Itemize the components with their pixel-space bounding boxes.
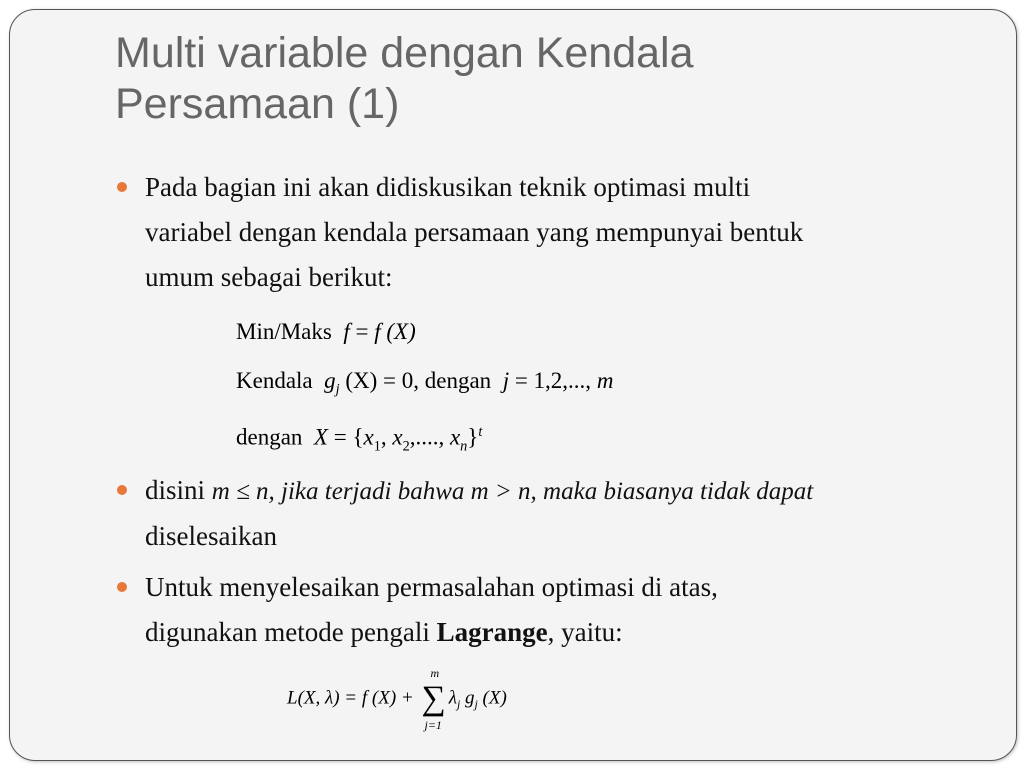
lagrange-end: (X)	[482, 687, 507, 709]
formula-f2: f	[374, 319, 381, 344]
formula-xn: x	[449, 424, 461, 450]
formula-range: = 1,2,...,	[514, 368, 592, 393]
bullet-dot-icon	[117, 182, 127, 192]
sum-top: m	[430, 666, 440, 680]
formula-close: }	[467, 424, 479, 450]
formula-g-sub: j	[335, 381, 340, 398]
bullet-2-line-2: diselesaikan	[145, 521, 277, 551]
formula-objective-label: Min/Maks	[236, 319, 332, 344]
formula-sup-t: t	[478, 424, 483, 440]
formula-eq: =	[349, 319, 375, 344]
formula-constraint-label: Kendala	[236, 368, 313, 393]
formula-constraint-rest: (X) = 0, dengan	[345, 368, 492, 393]
bullet-3-line-2	[145, 610, 967, 655]
formula-m: m	[596, 368, 614, 393]
formula-x2: x	[392, 424, 403, 450]
summation-icon: ∑ m j=1	[421, 666, 446, 732]
bullet-3-bold: Lagrange	[436, 617, 548, 647]
lagrange-lhs: L(X, λ) = f (X) +	[287, 687, 414, 709]
bullet-1-line-2: variabel dengan kendala persamaan yang mempunyai bentuk	[145, 217, 804, 247]
formula-f: f	[343, 319, 350, 344]
formula-vector-eq: = {	[333, 424, 364, 450]
bullet-dot-icon	[117, 582, 127, 592]
lagrange-lambda: λ	[448, 687, 457, 709]
formula-j: j	[502, 368, 510, 393]
bullet-1-line-1: Pada bagian ini akan didiskusikan teknik optimasi multi	[145, 172, 751, 202]
bullet-2-line-1	[145, 468, 967, 514]
formula-sub-n: n	[460, 438, 468, 455]
lagrange-formula	[287, 666, 507, 732]
bullet-dot-icon	[117, 485, 127, 495]
bullet-3	[117, 565, 967, 655]
lagrange-g: g	[465, 687, 475, 709]
bullet-1-line-3: umum sebagai berikut:	[145, 262, 393, 292]
formula-vector: dengan $X = \{x_1$, $x_2$,...., $x_n\}^t$	[236, 424, 483, 455]
formula-vector-label: dengan	[236, 424, 303, 450]
formula-vector-X: X	[313, 424, 328, 450]
formula-X: (X)	[386, 319, 416, 344]
title-line-1: Multi variable dengan Kendala	[115, 29, 694, 77]
formula-sub-1: 1	[373, 438, 381, 455]
g-sub: j	[474, 698, 478, 712]
bullet-2-prefix: disini	[145, 475, 206, 505]
slide-title	[115, 28, 975, 130]
formula-objective	[236, 319, 416, 345]
bullet-3-pre: digunakan metode pengali	[145, 617, 430, 647]
bullet-3-line-1: Untuk menyelesaikan permasalahan optimasi di atas,	[145, 572, 718, 602]
bullet-2	[117, 468, 967, 559]
formula-sub-2: 2	[402, 438, 410, 455]
title-line-2: Persamaan (1)	[115, 80, 400, 128]
bullet-2-italic: m ≤ n, jika terjadi bahwa m > n, maka biasanya tidak dapat	[211, 478, 814, 505]
formula-constraint	[236, 368, 613, 399]
formula-x1: x	[363, 424, 374, 450]
bullet-1	[117, 165, 967, 300]
sum-bottom: j=1	[424, 718, 442, 732]
lambda-sub: j	[456, 698, 461, 712]
formula-dots: ,....,	[409, 424, 445, 450]
bullet-3-post: , yaitu:	[547, 617, 623, 647]
formula-g: g	[324, 368, 336, 393]
